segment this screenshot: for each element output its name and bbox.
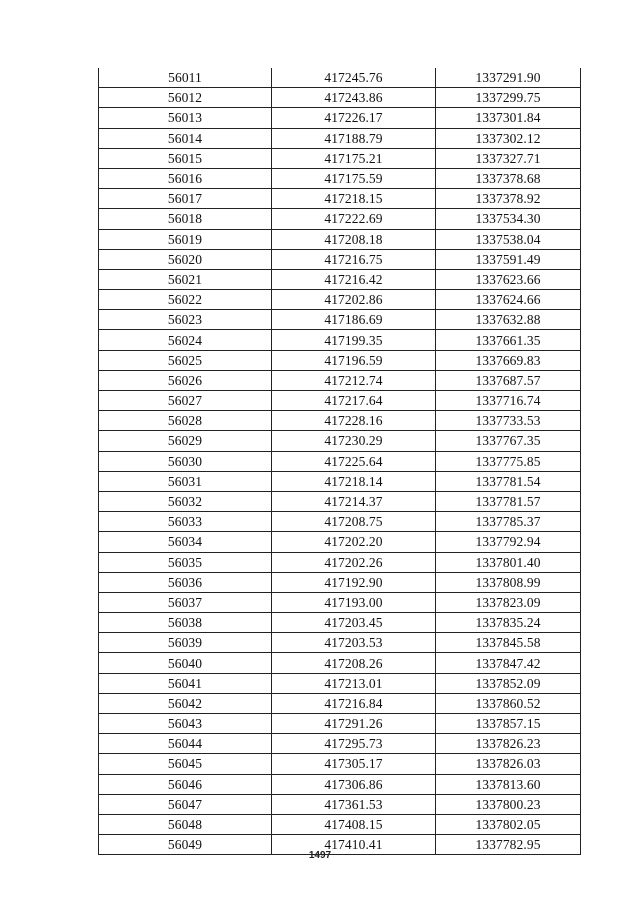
northing-cell: 1337538.04 bbox=[436, 229, 581, 249]
easting-cell: 417225.64 bbox=[272, 451, 436, 471]
northing-cell: 1337835.24 bbox=[436, 613, 581, 633]
point-id-cell: 56029 bbox=[99, 431, 272, 451]
northing-cell: 1337775.85 bbox=[436, 451, 581, 471]
northing-cell: 1337802.05 bbox=[436, 814, 581, 834]
table-row bbox=[99, 734, 581, 754]
northing-cell: 1337813.60 bbox=[436, 774, 581, 794]
northing-cell: 1337378.68 bbox=[436, 168, 581, 188]
easting-cell: 417216.84 bbox=[272, 693, 436, 713]
point-id-cell: 56020 bbox=[99, 249, 272, 269]
easting-cell: 417222.69 bbox=[272, 209, 436, 229]
table-row bbox=[99, 552, 581, 572]
point-id-cell: 56021 bbox=[99, 269, 272, 289]
northing-cell: 1337661.35 bbox=[436, 330, 581, 350]
table-row bbox=[99, 814, 581, 834]
point-id-cell: 56012 bbox=[99, 88, 272, 108]
table-row bbox=[99, 714, 581, 734]
northing-cell: 1337378.92 bbox=[436, 189, 581, 209]
table-row bbox=[99, 451, 581, 471]
northing-cell: 1337785.37 bbox=[436, 512, 581, 532]
easting-cell: 417361.53 bbox=[272, 794, 436, 814]
coordinates-table-body bbox=[99, 68, 581, 855]
table-row bbox=[99, 391, 581, 411]
point-id-cell: 56014 bbox=[99, 128, 272, 148]
northing-cell: 1337632.88 bbox=[436, 310, 581, 330]
table-row bbox=[99, 693, 581, 713]
northing-cell: 1337302.12 bbox=[436, 128, 581, 148]
point-id-cell: 56041 bbox=[99, 673, 272, 693]
easting-cell: 417186.69 bbox=[272, 310, 436, 330]
easting-cell: 417208.75 bbox=[272, 512, 436, 532]
point-id-cell: 56032 bbox=[99, 491, 272, 511]
table-row bbox=[99, 471, 581, 491]
table-row bbox=[99, 108, 581, 128]
northing-cell: 1337291.90 bbox=[436, 68, 581, 88]
northing-cell: 1337808.99 bbox=[436, 572, 581, 592]
northing-cell: 1337826.23 bbox=[436, 734, 581, 754]
table-row bbox=[99, 168, 581, 188]
table-row bbox=[99, 148, 581, 168]
point-id-cell: 56016 bbox=[99, 168, 272, 188]
easting-cell: 417193.00 bbox=[272, 592, 436, 612]
table-row bbox=[99, 491, 581, 511]
northing-cell: 1337847.42 bbox=[436, 653, 581, 673]
table-row bbox=[99, 229, 581, 249]
point-id-cell: 56018 bbox=[99, 209, 272, 229]
easting-cell: 417213.01 bbox=[272, 673, 436, 693]
point-id-cell: 56025 bbox=[99, 350, 272, 370]
northing-cell: 1337860.52 bbox=[436, 693, 581, 713]
table-row bbox=[99, 370, 581, 390]
table-row bbox=[99, 431, 581, 451]
northing-cell: 1337299.75 bbox=[436, 88, 581, 108]
point-id-cell: 56036 bbox=[99, 572, 272, 592]
easting-cell: 417208.18 bbox=[272, 229, 436, 249]
northing-cell: 1337857.15 bbox=[436, 714, 581, 734]
easting-cell: 417212.74 bbox=[272, 370, 436, 390]
point-id-cell: 56039 bbox=[99, 633, 272, 653]
easting-cell: 417203.53 bbox=[272, 633, 436, 653]
table-row bbox=[99, 269, 581, 289]
northing-cell: 1337687.57 bbox=[436, 370, 581, 390]
point-id-cell: 56031 bbox=[99, 471, 272, 491]
point-id-cell: 56045 bbox=[99, 754, 272, 774]
easting-cell: 417228.16 bbox=[272, 411, 436, 431]
point-id-cell: 56022 bbox=[99, 290, 272, 310]
table-row bbox=[99, 411, 581, 431]
table-row bbox=[99, 209, 581, 229]
easting-cell: 417214.37 bbox=[272, 491, 436, 511]
easting-cell: 417291.26 bbox=[272, 714, 436, 734]
point-id-cell: 56013 bbox=[99, 108, 272, 128]
table-row bbox=[99, 794, 581, 814]
easting-cell: 417188.79 bbox=[272, 128, 436, 148]
coordinates-table bbox=[98, 68, 581, 855]
northing-cell: 1337327.71 bbox=[436, 148, 581, 168]
point-id-cell: 56033 bbox=[99, 512, 272, 532]
table-row bbox=[99, 290, 581, 310]
easting-cell: 417216.75 bbox=[272, 249, 436, 269]
table-row bbox=[99, 633, 581, 653]
easting-cell: 417192.90 bbox=[272, 572, 436, 592]
table-row bbox=[99, 572, 581, 592]
point-id-cell: 56037 bbox=[99, 592, 272, 612]
northing-cell: 1337624.66 bbox=[436, 290, 581, 310]
table-row bbox=[99, 532, 581, 552]
point-id-cell: 56038 bbox=[99, 613, 272, 633]
northing-cell: 1337781.54 bbox=[436, 471, 581, 491]
point-id-cell: 56048 bbox=[99, 814, 272, 834]
point-id-cell: 56023 bbox=[99, 310, 272, 330]
easting-cell: 417245.76 bbox=[272, 68, 436, 88]
table-row bbox=[99, 592, 581, 612]
easting-cell: 417408.15 bbox=[272, 814, 436, 834]
point-id-cell: 56028 bbox=[99, 411, 272, 431]
page-number: 1497 bbox=[308, 850, 332, 861]
easting-cell: 417305.17 bbox=[272, 754, 436, 774]
northing-cell: 1337826.03 bbox=[436, 754, 581, 774]
point-id-cell: 56030 bbox=[99, 451, 272, 471]
table-row bbox=[99, 330, 581, 350]
easting-cell: 417217.64 bbox=[272, 391, 436, 411]
easting-cell: 417216.42 bbox=[272, 269, 436, 289]
easting-cell: 417202.26 bbox=[272, 552, 436, 572]
point-id-cell: 56042 bbox=[99, 693, 272, 713]
easting-cell: 417175.21 bbox=[272, 148, 436, 168]
easting-cell: 417203.45 bbox=[272, 613, 436, 633]
table-row bbox=[99, 754, 581, 774]
northing-cell: 1337792.94 bbox=[436, 532, 581, 552]
table-row bbox=[99, 774, 581, 794]
point-id-cell: 56047 bbox=[99, 794, 272, 814]
easting-cell: 417202.20 bbox=[272, 532, 436, 552]
point-id-cell: 56017 bbox=[99, 189, 272, 209]
easting-cell: 417243.86 bbox=[272, 88, 436, 108]
point-id-cell: 56043 bbox=[99, 714, 272, 734]
northing-cell: 1337534.30 bbox=[436, 209, 581, 229]
table-row bbox=[99, 249, 581, 269]
northing-cell: 1337801.40 bbox=[436, 552, 581, 572]
easting-cell: 417199.35 bbox=[272, 330, 436, 350]
point-id-cell: 56015 bbox=[99, 148, 272, 168]
northing-cell: 1337845.58 bbox=[436, 633, 581, 653]
easting-cell: 417218.14 bbox=[272, 471, 436, 491]
easting-cell: 417202.86 bbox=[272, 290, 436, 310]
table-row bbox=[99, 128, 581, 148]
table-row bbox=[99, 512, 581, 532]
easting-cell: 417196.59 bbox=[272, 350, 436, 370]
point-id-cell: 56024 bbox=[99, 330, 272, 350]
table-row bbox=[99, 68, 581, 88]
table-row bbox=[99, 613, 581, 633]
point-id-cell: 56046 bbox=[99, 774, 272, 794]
easting-cell: 417175.59 bbox=[272, 168, 436, 188]
northing-cell: 1337782.95 bbox=[436, 835, 581, 855]
northing-cell: 1337781.57 bbox=[436, 491, 581, 511]
northing-cell: 1337800.23 bbox=[436, 794, 581, 814]
table-row bbox=[99, 350, 581, 370]
table-row bbox=[99, 189, 581, 209]
table-row bbox=[99, 673, 581, 693]
easting-cell: 417230.29 bbox=[272, 431, 436, 451]
easting-cell: 417410.41 bbox=[272, 835, 436, 855]
point-id-cell: 56044 bbox=[99, 734, 272, 754]
easting-cell: 417306.86 bbox=[272, 774, 436, 794]
point-id-cell: 56035 bbox=[99, 552, 272, 572]
point-id-cell: 56019 bbox=[99, 229, 272, 249]
easting-cell: 417218.15 bbox=[272, 189, 436, 209]
point-id-cell: 56049 bbox=[99, 835, 272, 855]
table-row bbox=[99, 653, 581, 673]
northing-cell: 1337852.09 bbox=[436, 673, 581, 693]
northing-cell: 1337823.09 bbox=[436, 592, 581, 612]
easting-cell: 417226.17 bbox=[272, 108, 436, 128]
northing-cell: 1337716.74 bbox=[436, 391, 581, 411]
table-row bbox=[99, 310, 581, 330]
northing-cell: 1337623.66 bbox=[436, 269, 581, 289]
point-id-cell: 56034 bbox=[99, 532, 272, 552]
point-id-cell: 56040 bbox=[99, 653, 272, 673]
northing-cell: 1337301.84 bbox=[436, 108, 581, 128]
northing-cell: 1337591.49 bbox=[436, 249, 581, 269]
table-row bbox=[99, 88, 581, 108]
northing-cell: 1337733.53 bbox=[436, 411, 581, 431]
easting-cell: 417295.73 bbox=[272, 734, 436, 754]
easting-cell: 417208.26 bbox=[272, 653, 436, 673]
point-id-cell: 56026 bbox=[99, 370, 272, 390]
northing-cell: 1337669.83 bbox=[436, 350, 581, 370]
point-id-cell: 56011 bbox=[99, 68, 272, 88]
northing-cell: 1337767.35 bbox=[436, 431, 581, 451]
point-id-cell: 56027 bbox=[99, 391, 272, 411]
